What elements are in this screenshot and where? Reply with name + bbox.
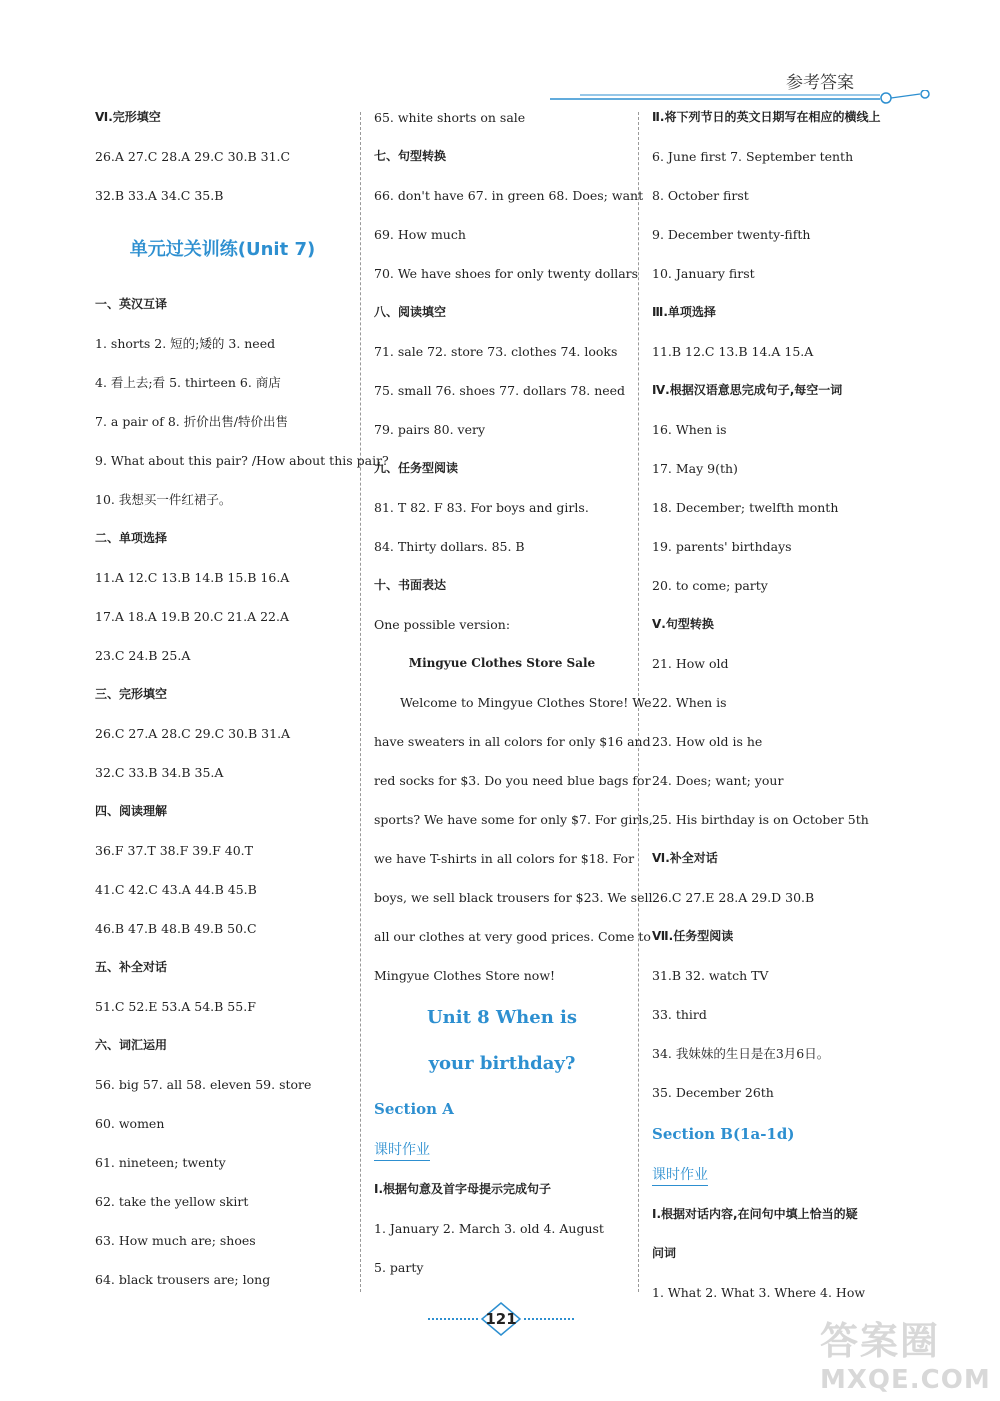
section-heading: 八、阅读填空 bbox=[374, 305, 447, 319]
answer-line: 19. parents' birthdays bbox=[652, 539, 792, 554]
answer-line: 46.B 47.B 48.B 49.B 50.C bbox=[95, 921, 257, 936]
answer-line: 1. January 2. March 3. old 4. August bbox=[374, 1221, 604, 1236]
answer-line: 60. women bbox=[95, 1116, 165, 1131]
essay-line: sports? We have some for only $7. For girls, bbox=[374, 812, 653, 827]
answer-line: 31.B 32. watch TV bbox=[652, 968, 769, 983]
section-heading: 六、词汇运用 bbox=[95, 1038, 168, 1052]
section-heading: Ⅰ.根据句意及首字母提示完成句子 bbox=[374, 1182, 552, 1196]
answer-line: 21. How old bbox=[652, 656, 729, 671]
answer-line: 66. don't have 67. in green 68. Does; want bbox=[374, 188, 644, 203]
answer-line: 56. big 57. all 58. eleven 59. store bbox=[95, 1077, 312, 1092]
answer-line: 9. December twenty-fifth bbox=[652, 227, 811, 242]
homework-label-text: 课时作业 bbox=[374, 1142, 430, 1161]
section-heading: 九、任务型阅读 bbox=[374, 461, 459, 475]
essay-line: boys, we sell black trousers for $23. We sell bbox=[374, 890, 653, 905]
answer-line: 18. December; twelfth month bbox=[652, 500, 839, 515]
answer-line: 34. 我妹妹的生日是在3月6日。 bbox=[652, 1046, 830, 1061]
answer-line: 32.C 33.B 34.B 35.A bbox=[95, 765, 224, 780]
answer-line: One possible version: bbox=[374, 617, 511, 632]
essay-line: we have T-shirts in all colors for $18. For bbox=[374, 851, 635, 866]
answer-line: 10. January first bbox=[652, 266, 755, 281]
watermark bbox=[820, 1310, 990, 1395]
answer-line: 20. to come; party bbox=[652, 578, 768, 593]
answer-line: 79. pairs 80. very bbox=[374, 422, 486, 437]
header-title: 参考答案 bbox=[786, 73, 854, 93]
answer-line: 17. May 9(th) bbox=[652, 461, 738, 476]
answer-line: 36.F 37.T 38.F 39.F 40.T bbox=[95, 843, 253, 858]
answer-line: 7. a pair of 8. 折价出售/特价出售 bbox=[95, 414, 288, 429]
answer-line: 32.B 33.A 34.C 35.B bbox=[95, 188, 224, 203]
section-heading: Ⅵ.完形填空 bbox=[95, 110, 161, 124]
answer-line: 71. sale 72. store 73. clothes 74. looks bbox=[374, 344, 618, 359]
homework-label bbox=[374, 1131, 630, 1170]
homework-label bbox=[652, 1156, 922, 1195]
answer-line: 22. When is bbox=[652, 695, 727, 710]
section-heading: 十、书面表达 bbox=[374, 578, 447, 592]
answer-line: 63. How much are; shoes bbox=[95, 1233, 256, 1248]
unit-title: 单元过关训练(Unit 7) bbox=[129, 239, 316, 260]
answer-line: 4. 看上去;看 5. thirteen 6. 商店 bbox=[95, 375, 281, 390]
essay-line: all our clothes at very good prices. Come to bbox=[374, 929, 651, 944]
page-number: 121 bbox=[485, 1310, 517, 1328]
answer-line: 1. What 2. What 3. Where 4. How bbox=[652, 1285, 866, 1300]
answer-line: 64. black trousers are; long bbox=[95, 1272, 271, 1287]
answer-line: 84. Thirty dollars. 85. B bbox=[374, 539, 525, 554]
column-divider-1 bbox=[360, 112, 361, 1292]
answer-line: 1. shorts 2. 短的;矮的 3. need bbox=[95, 336, 276, 351]
answer-column-middle bbox=[374, 98, 653, 1298]
section-heading: 三、完形填空 bbox=[95, 687, 168, 701]
essay-line: Welcome to Mingyue Clothes Store! We bbox=[400, 695, 652, 710]
answer-line: 75. small 76. shoes 77. dollars 78. need bbox=[374, 383, 626, 398]
answer-line: 9. What about this pair? /How about this pair? bbox=[95, 453, 389, 468]
answer-line: 23. How old is he bbox=[652, 734, 763, 749]
answer-line: 69. How much bbox=[374, 227, 466, 242]
answer-line: 26.C 27.E 28.A 29.D 30.B bbox=[652, 890, 815, 905]
answer-line: 35. December 26th bbox=[652, 1085, 774, 1100]
answer-line: 5. party bbox=[374, 1260, 424, 1275]
answer-line: 26.A 27.C 28.A 29.C 30.B 31.C bbox=[95, 149, 291, 164]
section-heading: 七、句型转换 bbox=[374, 149, 447, 163]
homework-label-text: 课时作业 bbox=[652, 1167, 708, 1186]
unit-title: your birthday? bbox=[428, 1053, 576, 1074]
answer-line: 23.C 24.B 25.A bbox=[95, 648, 191, 663]
section-heading: Ⅶ.任务型阅读 bbox=[652, 929, 734, 943]
section-heading: Ⅰ.根据对话内容,在问句中填上恰当的疑 bbox=[652, 1207, 858, 1221]
answer-line: 24. Does; want; your bbox=[652, 773, 784, 788]
essay-title: Mingyue Clothes Store Sale bbox=[408, 656, 596, 670]
section-heading: Ⅲ.单项选择 bbox=[652, 305, 716, 319]
watermark-logo-text: 答案圈 bbox=[820, 1319, 941, 1363]
section-heading: 问词 bbox=[652, 1246, 677, 1260]
answer-line: 62. take the yellow skirt bbox=[95, 1194, 249, 1209]
answer-line: 70. We have shoes for only twenty dollars bbox=[374, 266, 639, 281]
section-heading: Ⅵ.补全对话 bbox=[652, 851, 718, 865]
answer-column-right bbox=[652, 98, 922, 1298]
section-heading: 四、阅读理解 bbox=[95, 804, 168, 818]
unit-title: Unit 8 When is bbox=[426, 1007, 578, 1028]
answer-line: 10. 我想买一件红裙子。 bbox=[95, 492, 232, 507]
section-heading: Ⅳ.根据汉语意思完成句子,每空一词 bbox=[652, 383, 843, 397]
page-number-badge bbox=[428, 1302, 574, 1336]
section-heading: Ⅱ.将下列节日的英文日期写在相应的横线上 bbox=[652, 110, 881, 124]
answer-line: 65. white shorts on sale bbox=[374, 110, 526, 125]
answer-line: 16. When is bbox=[652, 422, 727, 437]
section-heading: 二、单项选择 bbox=[95, 531, 168, 545]
section-title: Section B(1a-1d) bbox=[652, 1125, 795, 1143]
answer-line: 8. October first bbox=[652, 188, 749, 203]
answer-line: 11.B 12.C 13.B 14.A 15.A bbox=[652, 344, 814, 359]
essay-line: red socks for $3. Do you need blue bags for bbox=[374, 773, 651, 788]
watermark-url: MXQE.COM bbox=[820, 1365, 991, 1395]
answer-line: 25. His birthday is on October 5th bbox=[652, 812, 869, 827]
answer-line: 41.C 42.C 43.A 44.B 45.B bbox=[95, 882, 257, 897]
answer-line: 17.A 18.A 19.B 20.C 21.A 22.A bbox=[95, 609, 290, 624]
answer-line: 51.C 52.E 53.A 54.B 55.F bbox=[95, 999, 256, 1014]
answer-column-left bbox=[95, 98, 389, 1298]
section-title: Section A bbox=[374, 1100, 454, 1118]
answer-line: 81. T 82. F 83. For boys and girls. bbox=[374, 500, 589, 515]
section-heading: Ⅴ.句型转换 bbox=[652, 617, 714, 631]
section-heading: 一、英汉互译 bbox=[95, 297, 168, 311]
answer-line: 26.C 27.A 28.C 29.C 30.B 31.A bbox=[95, 726, 291, 741]
answer-line: 33. third bbox=[652, 1007, 707, 1022]
section-heading: 五、补全对话 bbox=[95, 960, 168, 974]
answer-line: 61. nineteen; twenty bbox=[95, 1155, 226, 1170]
answer-line: 11.A 12.C 13.B 14.B 15.B 16.A bbox=[95, 570, 290, 585]
answer-line: Mingyue Clothes Store now! bbox=[374, 968, 556, 983]
answer-line: 6. June first 7. September tenth bbox=[652, 149, 854, 164]
essay-line: have sweaters in all colors for only $16 and bbox=[374, 734, 651, 749]
